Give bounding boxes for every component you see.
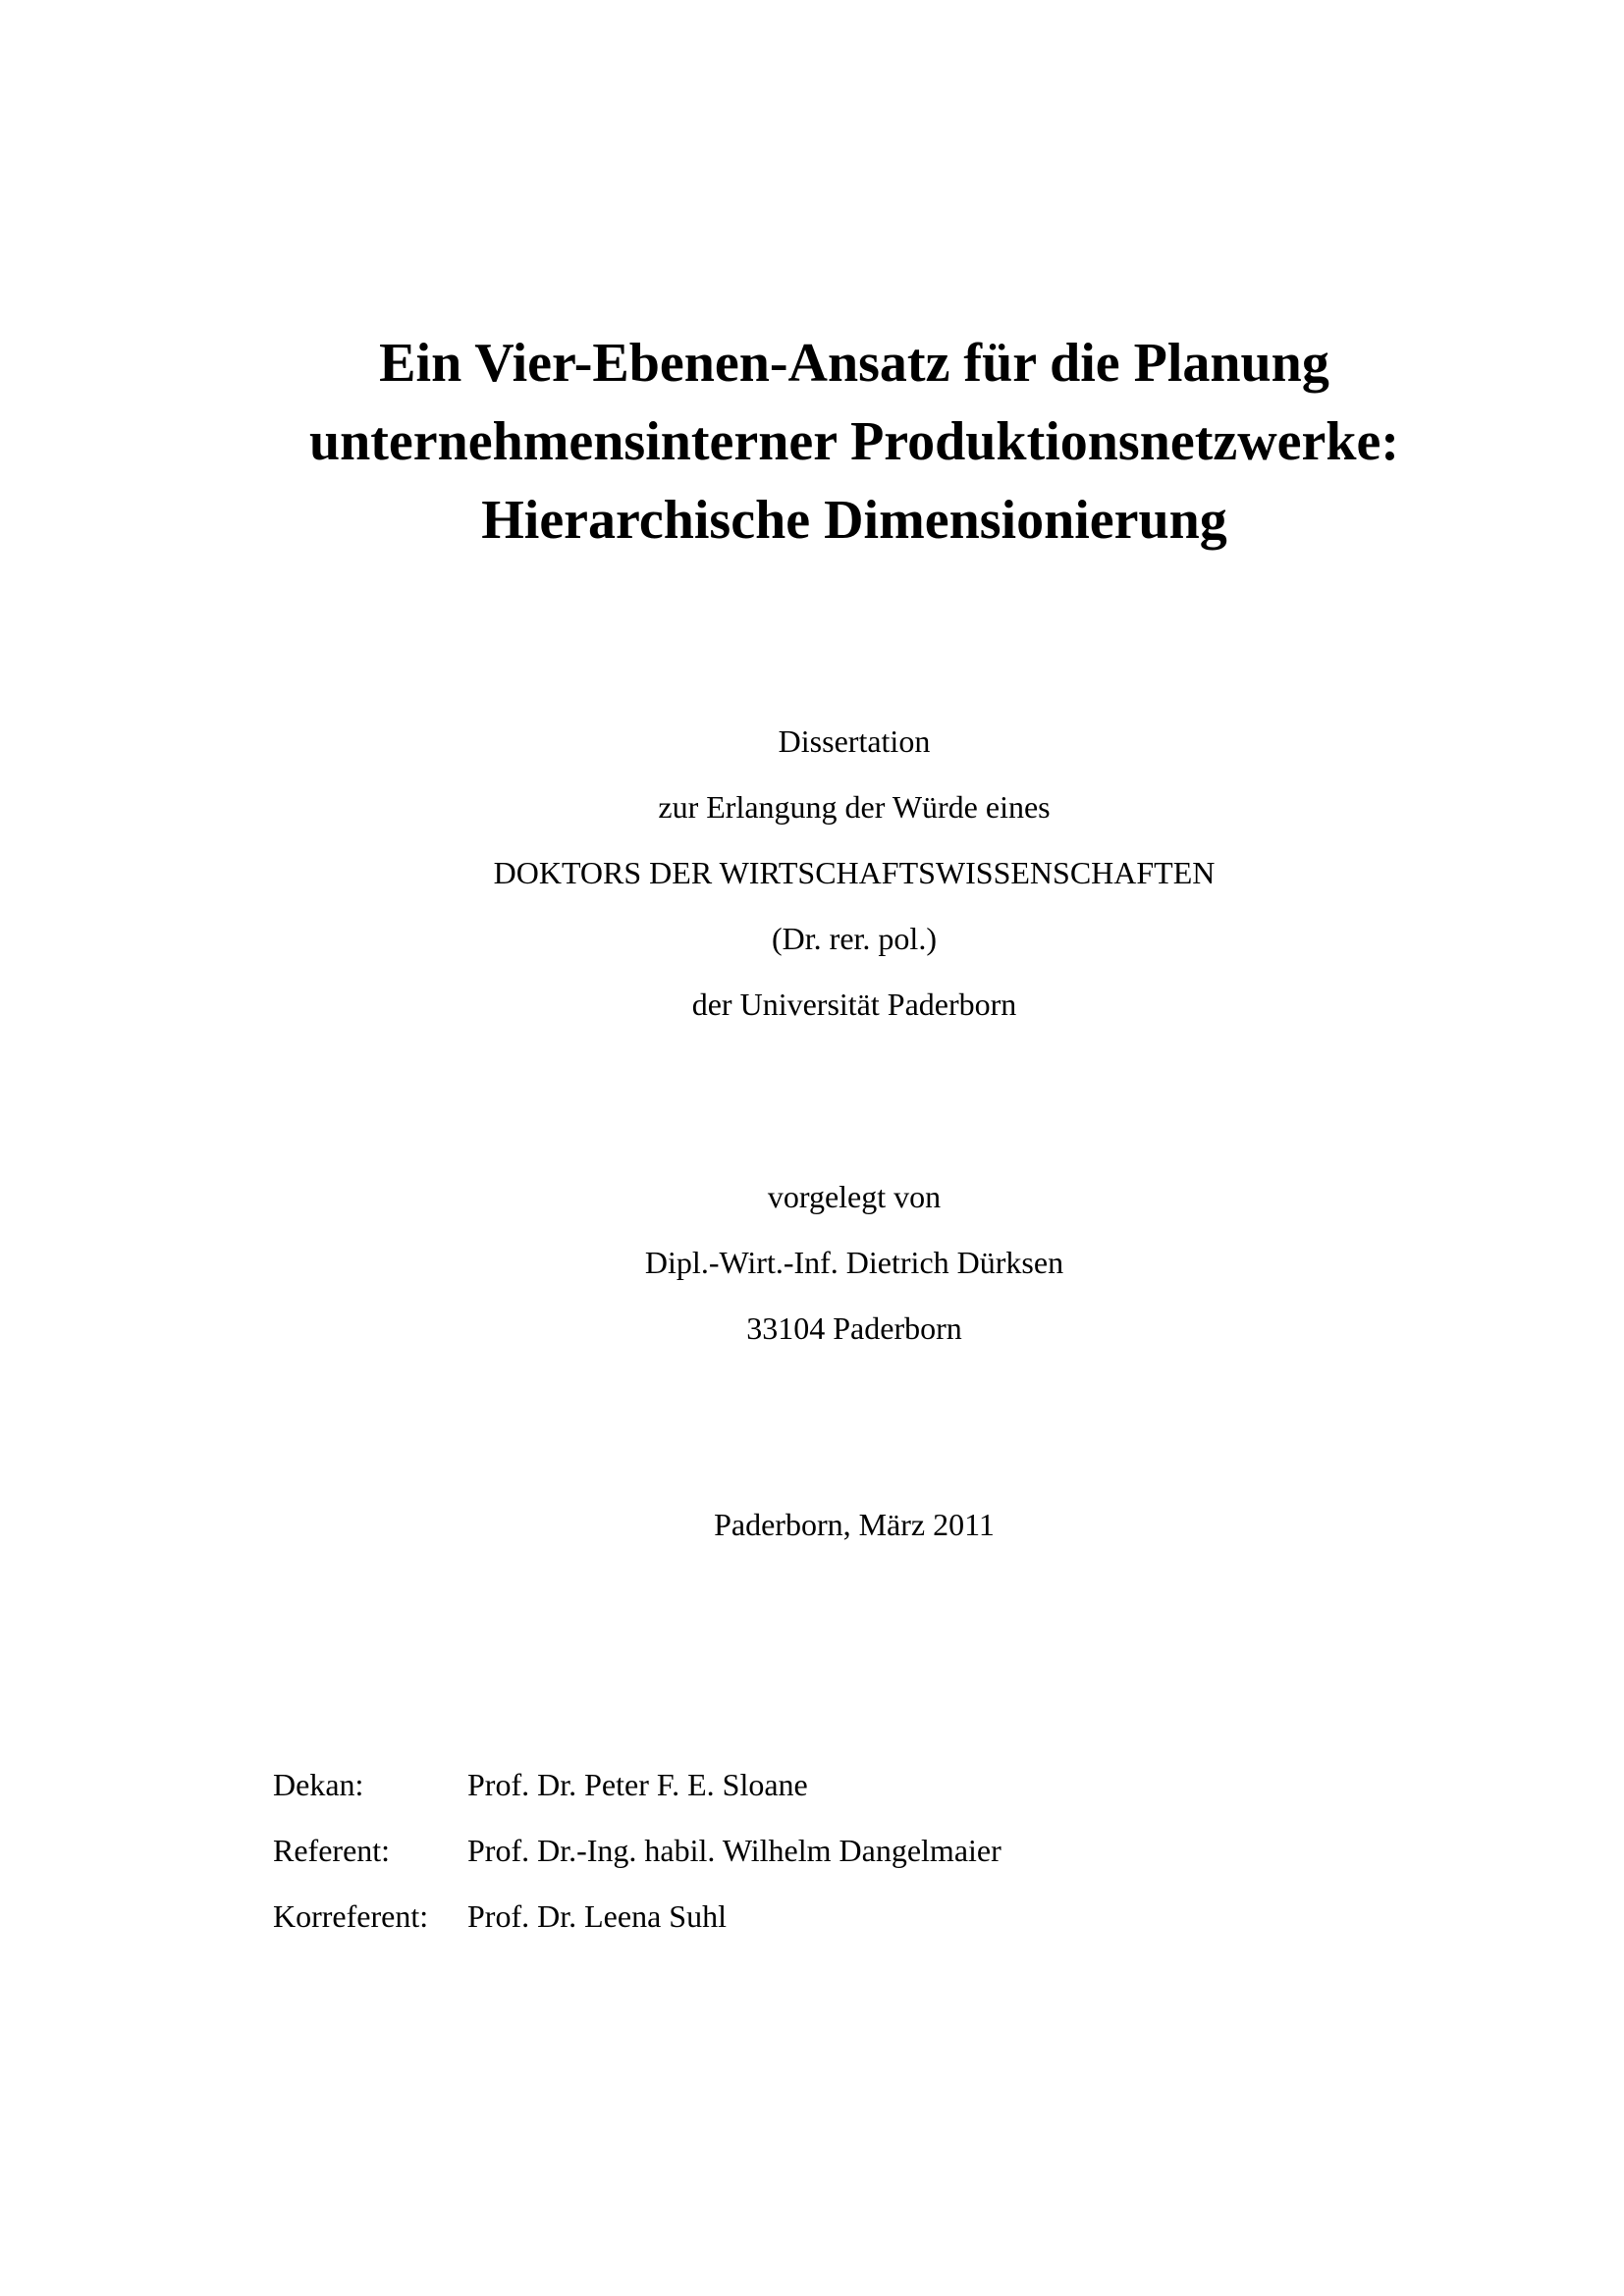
place-and-date: [0, 1492, 1624, 1558]
committee-role: Korreferent:: [273, 1898, 429, 1934]
title-line-3: Hierarchische Dimensionierung: [481, 490, 1227, 551]
committee-role: Dekan:: [273, 1767, 364, 1802]
committee-name: Prof. Dr.-Ing. habil. Wilhelm Dangelmaier: [467, 1833, 1001, 1868]
committee-role: Referent:: [273, 1833, 391, 1868]
committee-name: Prof. Dr. Peter F. E. Sloane: [467, 1767, 808, 1802]
committee-row-dean: [273, 1752, 1001, 1818]
author-address: 33104 Paderborn: [746, 1310, 962, 1346]
submitted-by-label: vorgelegt von: [767, 1179, 942, 1214]
dissertation-statement: [0, 709, 1624, 1038]
author-section: [0, 1164, 1624, 1362]
document-title: [0, 324, 1624, 560]
committee-name: Prof. Dr. Leena Suhl: [467, 1898, 727, 1934]
degree-abbreviation: (Dr. rer. pol.): [772, 921, 937, 956]
university: der Universität Paderborn: [691, 987, 1017, 1022]
dissertation-label: Dissertation: [778, 723, 931, 759]
degree-name: DOKTORS DER WIRTSCHAFTSWISSENSCHAFTEN: [493, 855, 1216, 890]
committee-row-co-referee: [273, 1884, 1001, 1949]
committee-list: [273, 1752, 1001, 1949]
place-date-text: Paderborn, März 2011: [714, 1507, 995, 1542]
author-name: Dipl.-Wirt.-Inf. Dietrich Dürksen: [644, 1245, 1064, 1280]
dissertation-purpose: zur Erlangung der Würde eines: [658, 789, 1051, 825]
title-line-2: unternehmensinterner Produktionsnetzwerke:: [308, 411, 1400, 472]
committee-row-referee: [273, 1818, 1001, 1884]
title-line-1: Ein Vier-Ebenen-Ansatz für die Planung: [379, 333, 1329, 394]
